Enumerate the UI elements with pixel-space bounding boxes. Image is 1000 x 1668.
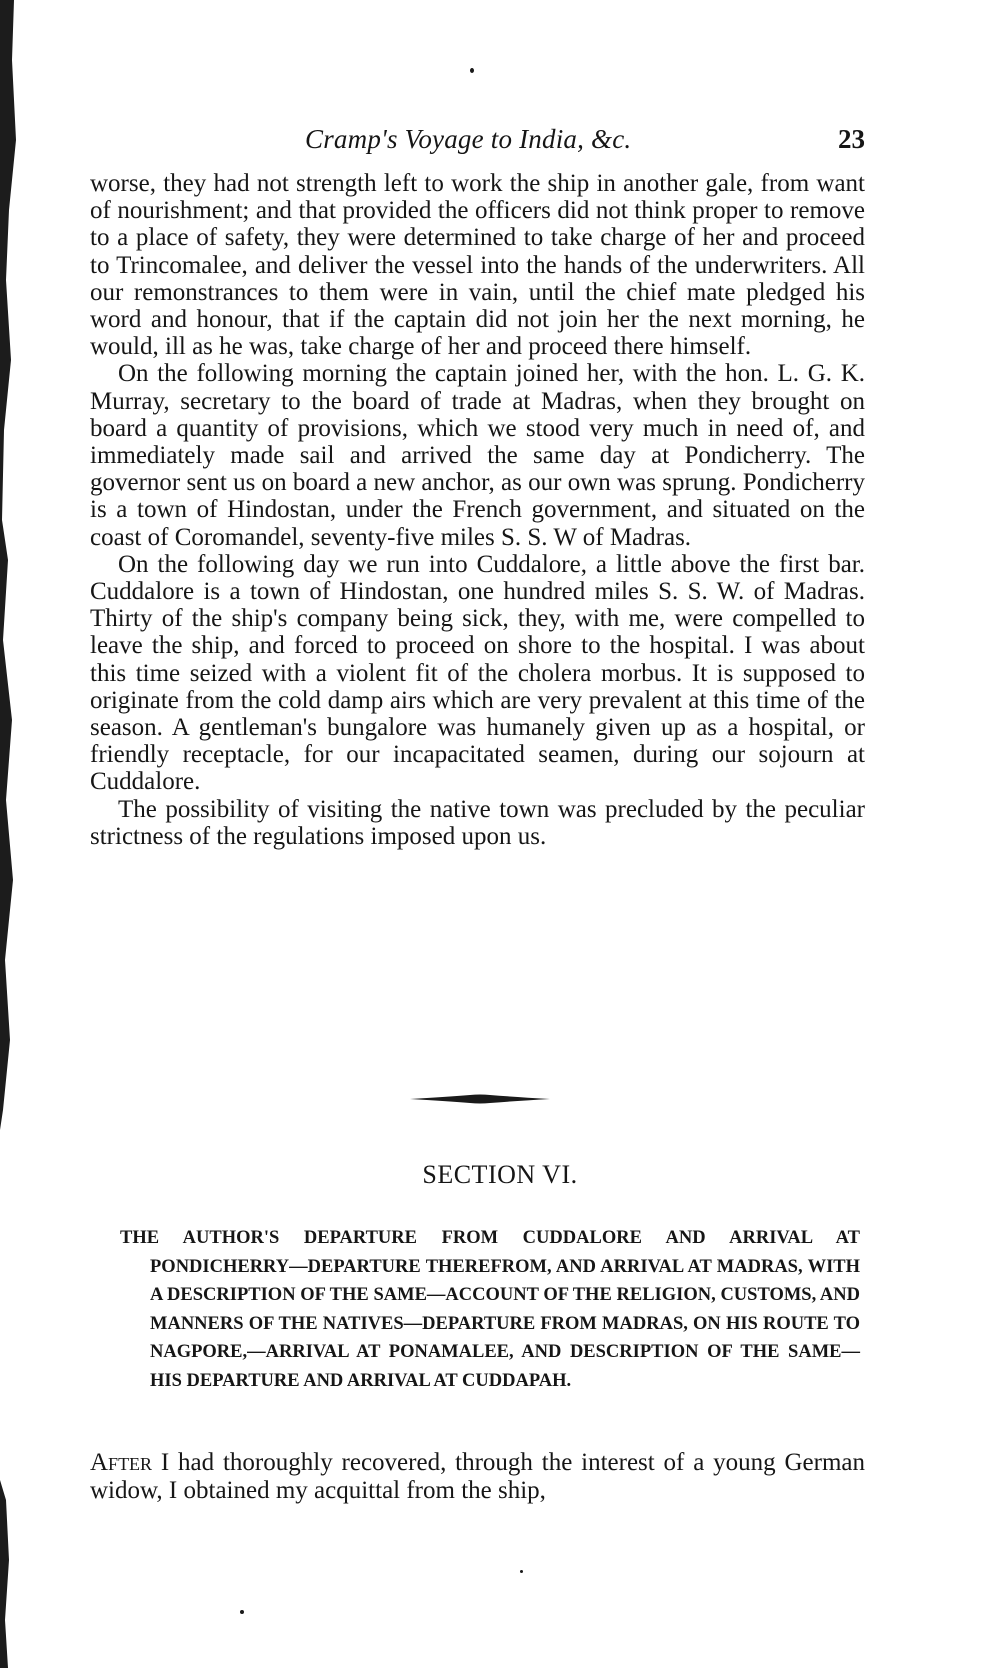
running-head bbox=[90, 124, 865, 164]
scan-speck bbox=[470, 68, 474, 73]
running-title: Cramp's Voyage to India, &c. bbox=[305, 124, 632, 154]
scan-speck bbox=[520, 1570, 523, 1573]
ornamental-rule bbox=[410, 1092, 550, 1106]
paragraph: worse, they had not strength left to work the ship in another gale, from want of nourishment; and that provided the officers did not think proper to remove to a place of safety, they were determined to take charge of her and proceed to Trincomalee, and deliver the vessel into the hands of the underwriters. All our remonstrances to them were in vain, until the chief mate pledged his word and honour, that if the captain did not join her the next morning, he would, ill as he was, take charge of her and proceed there himself. bbox=[90, 170, 865, 361]
binding-edge bbox=[0, 0, 22, 1668]
paragraph: On the following morning the captain joined her, with the hon. L. G. K. Murray, secretary to the board of trade at Madras, when they brought on board a quantity of provisions, which we stood very much in need of, and immediately made sail and arrived the same day at Pondicherry. The governor sent us on board a new anchor, as our own was sprung. Pondicherry is a town of Hindostan, under the French government, and situated on the coast of Coromandel, seventy-five miles S. S. W of Madras. bbox=[90, 360, 865, 551]
opening-text: I had thoroughly recovered, through the interest of a young German widow, I obtained my acquittal from the ship, bbox=[90, 1449, 865, 1504]
opening-word: After bbox=[90, 1449, 153, 1476]
paragraph: On the following day we run into Cuddalore, a little above the first bar. Cuddalore is a town of Hindostan, one hundred miles S. S. W. of Madras. Thirty of the ship's company being sick, they, with me, were compelled to leave the ship, and forced to proceed on shore to the hospital. I was about this time seized with a violent fit of the cholera morbus. It is supposed to originate from the cold damp airs which are very prevalent at this time of the season. A gentleman's bungalore was humanely given up as a hospital, or friendly receptacle, for our incapacitated seamen, during our sojourn at Cuddalore. bbox=[90, 550, 865, 796]
section-opening-paragraph bbox=[90, 1449, 865, 1504]
page-number: 23 bbox=[838, 124, 865, 154]
section-synopsis: THE AUTHOR'S DEPARTURE FROM CUDDALORE AND ARRIVAL AT PONDICHERRY—DEPARTURE THEREFROM, AND ARRIVAL AT MADRAS, WITH A DESCRIPTION OF THE SAME—ACCOUNT OF THE RELIGION, CUSTOMS, AND MANNERS OF THE NATIVES—DEPARTURE FROM MADRAS, ON HIS ROUTE TO NAGPORE,—ARRIVAL AT PONAMALEE, AND DESCRIPTION OF THE SAME—HIS DEPARTURE AND ARRIVAL AT CUDDAPAH. bbox=[120, 1228, 860, 1391]
paragraph: The possibility of visiting the native town was precluded by the peculiar strictness of the regulations imposed upon us. bbox=[90, 795, 865, 850]
body-text bbox=[90, 170, 865, 850]
section-heading: SECTION VI. bbox=[422, 1160, 578, 1189]
scan-speck bbox=[240, 1610, 244, 1614]
